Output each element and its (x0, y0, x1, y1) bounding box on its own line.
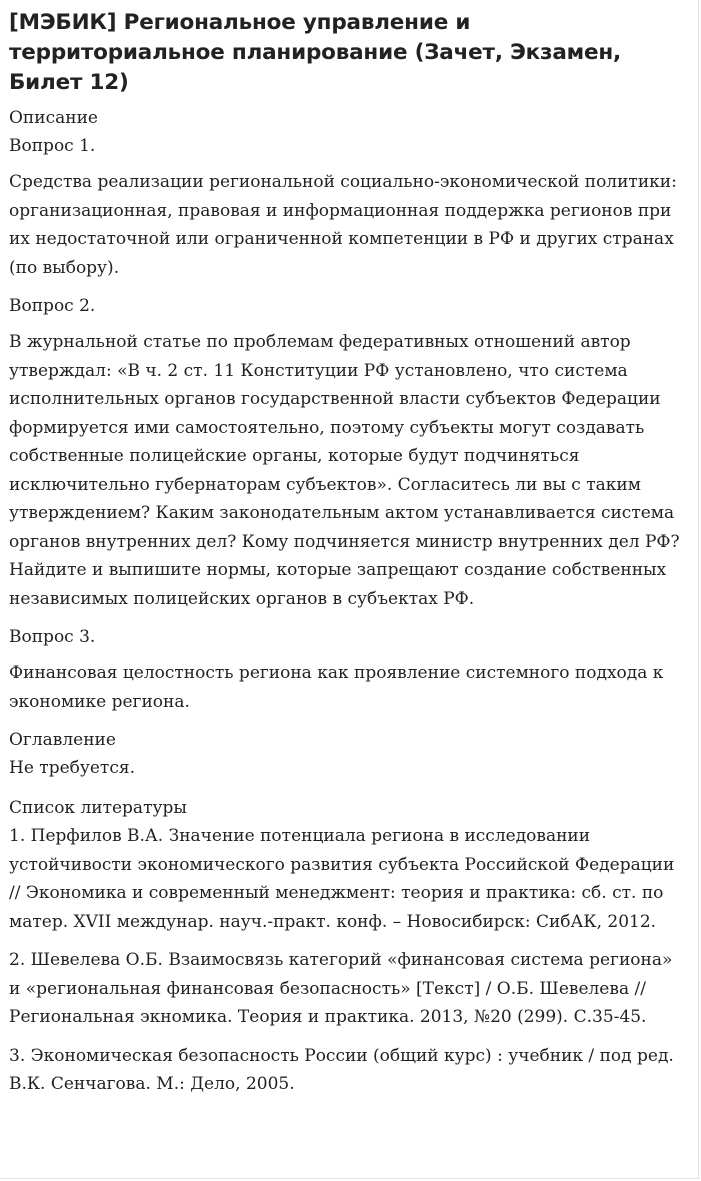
description-heading: Описание (9, 108, 98, 128)
references-heading: Список литературы (9, 798, 187, 818)
question-1-text: Средства реализации региональной социально-экономической политики: организационная, правовая и информационная поддержка регионов при их недостаточной или ограниченной компетенции в РФ и других странах (по выбору). (9, 172, 677, 278)
question-1-label: Вопрос 1. (9, 136, 96, 156)
reference-item-2: 2. Шевелева О.Б. Взаимосвязь категорий «финансовая система региона» и «региональная финансовая безопасность» [Текст] / О.Б. Шевелева // Региональная экномика. Теория и практика. 2013, №20 (299). С.35-45. (9, 950, 673, 1027)
page-title: [МЭБИК] Региональное управление и территориальное планирование (Зачет, Экзамен, Билет 12) (9, 10, 622, 95)
reference-item-1: 1. Перфилов В.А. Значение потенциала региона в исследовании устойчивости экономического развития субъекта Российской Федерации // Экономика и современный менеджмент: теория и практика: сб. ст. по матер. XVII междунар. науч.-практ. конф. – Новосибирск: СибАК, 2012. (9, 826, 675, 932)
toc-text: Не требуется. (9, 758, 135, 778)
question-2-label: Вопрос 2. (9, 296, 96, 316)
toc-heading: Оглавление (9, 730, 116, 750)
reference-item-3: 3. Экономическая безопасность России (общий курс) : учебник / под ред. В.К. Сенчагова. М.: Дело, 2005. (9, 1045, 674, 1094)
question-2-text: В журнальной статье по проблемам федеративных отношений автор утверждал: «В ч. 2 ст. 11 Конституции РФ установлено, что система исполнительных органов государственной власти субъектов Федерации формируется ими самостоятельно, поэтому субъекты могут создавать собственные полицейские органы, которые будут подчиняться исключительно губернаторам субъектов». Согласитесь ли вы с таким утверждением? Каким законодательным актом устанавливается система органов внутренних дел? Кому подчиняется министр внутренних дел РФ? Найдите и выпишите нормы, которые запрещают создание собственных независимых полицейских органов в субъектах РФ. (9, 332, 680, 609)
question-3-label: Вопрос 3. (9, 627, 96, 647)
question-3-text: Финансовая целостность региона как проявление системного подхода к экономике региона. (9, 663, 664, 712)
